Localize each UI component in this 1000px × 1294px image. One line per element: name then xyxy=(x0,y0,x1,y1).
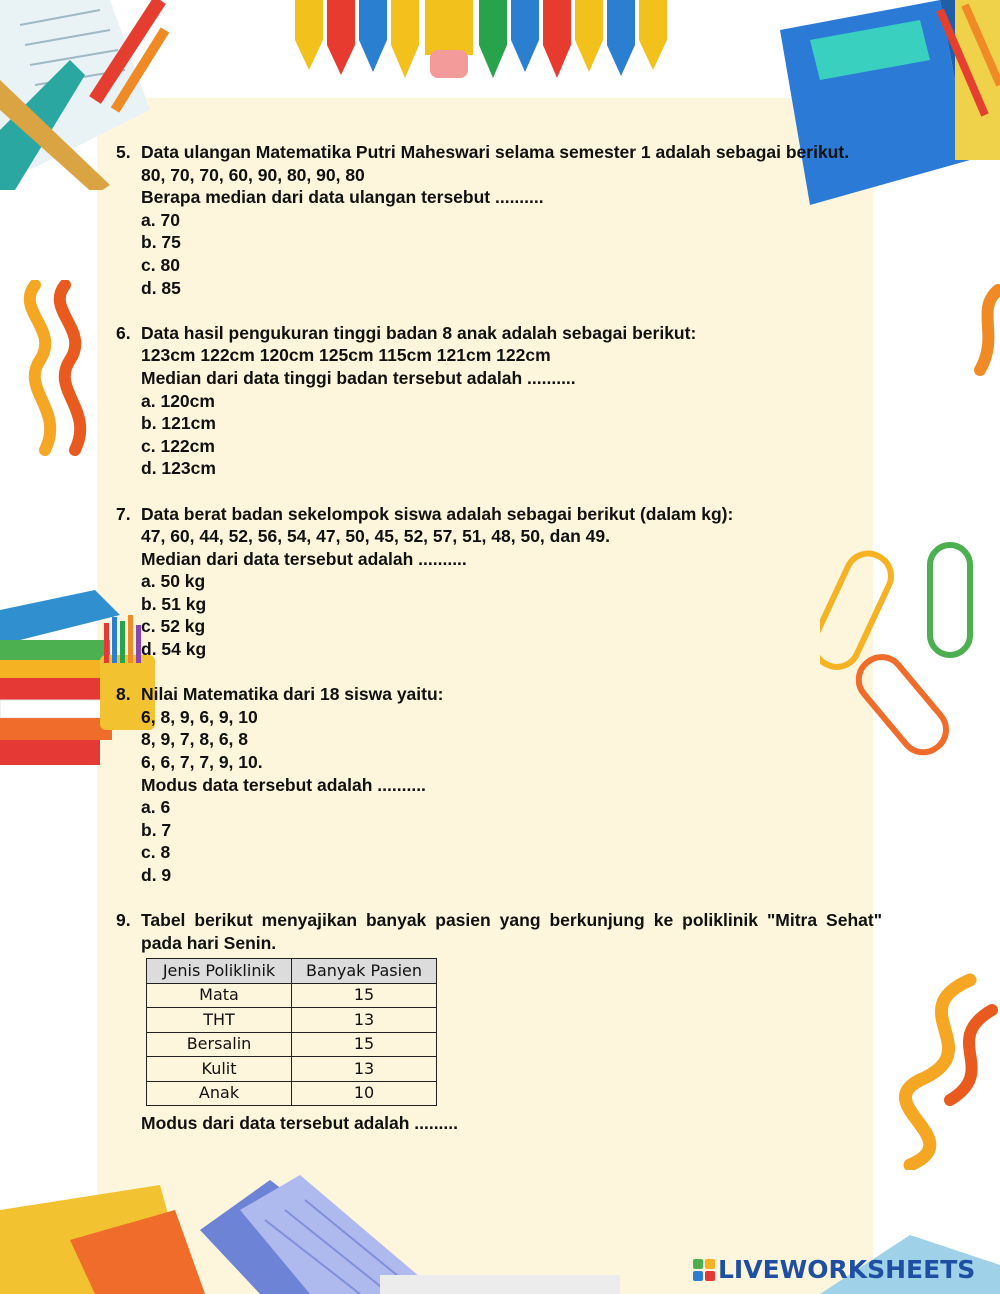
question-prompt: Tabel berikut menyajikan banyak pasien yang berkunjung ke poliklinik "Mitra Sehat" pada hari Senin. xyxy=(141,910,882,953)
question-7 xyxy=(116,503,882,661)
question-data: 6, 6, 7, 7, 9, 10. xyxy=(141,752,263,773)
answer-option-d[interactable]: d. 54 kg xyxy=(141,639,207,660)
question-data: 8, 9, 7, 8, 6, 8 xyxy=(141,729,249,750)
answer-option-a[interactable]: a. 120cm xyxy=(141,390,215,411)
question-text: Median dari data tinggi badan tersebut adalah .......... xyxy=(141,367,576,388)
poliklinik-table xyxy=(146,958,437,1106)
table-cell: 10 xyxy=(292,1081,437,1106)
table-header-row xyxy=(147,959,437,984)
table-cell: Kulit xyxy=(147,1057,292,1082)
answer-option-a[interactable]: a. 70 xyxy=(141,209,180,230)
table-cell: 15 xyxy=(292,1032,437,1057)
question-prompt: Data ulangan Matematika Putri Maheswari selama semester 1 adalah sebagai berikut. xyxy=(141,142,850,162)
question-number: 6. xyxy=(116,322,131,343)
table-header-cell: Jenis Poliklinik xyxy=(147,959,292,984)
answer-option-c[interactable]: c. 52 kg xyxy=(141,616,206,637)
answer-option-c[interactable]: c. 8 xyxy=(141,842,171,863)
answer-option-d[interactable]: d. 123cm xyxy=(141,458,216,479)
answer-option-c[interactable]: c. 122cm xyxy=(141,435,215,456)
question-number: 8. xyxy=(116,684,131,705)
answer-option-b[interactable]: b. 51 kg xyxy=(141,593,207,614)
question-text: Modus data tersebut adalah .......... xyxy=(141,774,426,795)
question-6 xyxy=(116,322,882,480)
question-data: 123cm 122cm 120cm 125cm 115cm 121cm 122cm xyxy=(141,345,551,366)
table-row xyxy=(147,983,437,1008)
decor-bottom-papers xyxy=(0,1150,620,1294)
table-row xyxy=(147,1057,437,1082)
table-row xyxy=(147,1032,437,1057)
table-cell: 15 xyxy=(292,983,437,1008)
question-text: Median dari data tersebut adalah .......... xyxy=(141,548,467,569)
answer-option-b[interactable]: b. 7 xyxy=(141,819,172,840)
answer-option-d[interactable]: d. 9 xyxy=(141,865,172,885)
liveworksheets-brand xyxy=(693,1255,975,1284)
question-number: 5. xyxy=(116,142,131,162)
table-cell: THT xyxy=(147,1008,292,1033)
question-prompt: Nilai Matematika dari 18 siswa yaitu: xyxy=(141,684,444,705)
question-data: 47, 60, 44, 52, 56, 54, 47, 50, 45, 52, 57, 51, 48, 50, dan 49. xyxy=(141,526,610,547)
question-9 xyxy=(116,909,882,1135)
question-number: 7. xyxy=(116,503,131,524)
answer-option-b[interactable]: b. 75 xyxy=(141,232,181,253)
answer-option-d[interactable]: d. 85 xyxy=(141,277,181,298)
liveworksheets-logo-icon xyxy=(693,1259,715,1281)
question-data: 80, 70, 70, 60, 90, 80, 90, 80 xyxy=(141,164,365,185)
table-row xyxy=(147,1008,437,1033)
table-header-cell: Banyak Pasien xyxy=(292,959,437,984)
question-data: 6, 8, 9, 6, 9, 10 xyxy=(141,706,258,727)
decor-right-squiggle-bottom xyxy=(880,970,1000,1170)
question-prompt: Data hasil pengukuran tinggi badan 8 anak adalah sebagai berikut: xyxy=(141,322,697,343)
table-cell: Anak xyxy=(147,1081,292,1106)
brand-text: LIVEWORKSHEETS xyxy=(718,1255,976,1284)
table-cell: 13 xyxy=(292,1057,437,1082)
decor-right-squiggle-top xyxy=(970,280,1000,380)
decor-pencils-top xyxy=(295,0,685,85)
question-prompt: Data berat badan sekelompok siswa adalah sebagai berikut (dalam kg): xyxy=(141,503,734,524)
question-5 xyxy=(116,141,882,299)
question-number: 9. xyxy=(116,910,131,931)
answer-option-b[interactable]: b. 121cm xyxy=(141,413,216,434)
answer-option-c[interactable]: c. 80 xyxy=(141,254,180,275)
table-row xyxy=(147,1081,437,1106)
worksheet-content xyxy=(116,141,882,1158)
answer-option-a[interactable]: a. 50 kg xyxy=(141,571,206,592)
table-cell: 13 xyxy=(292,1008,437,1033)
question-text: Modus dari data tersebut adalah ......... xyxy=(141,1113,459,1134)
question-text: Berapa median dari data ulangan tersebut .......... xyxy=(141,187,544,208)
table-cell: Mata xyxy=(147,983,292,1008)
table-cell: Bersalin xyxy=(147,1032,292,1057)
question-8 xyxy=(116,683,882,886)
decor-left-squiggles xyxy=(15,280,105,460)
answer-option-a[interactable]: a. 6 xyxy=(141,797,171,818)
